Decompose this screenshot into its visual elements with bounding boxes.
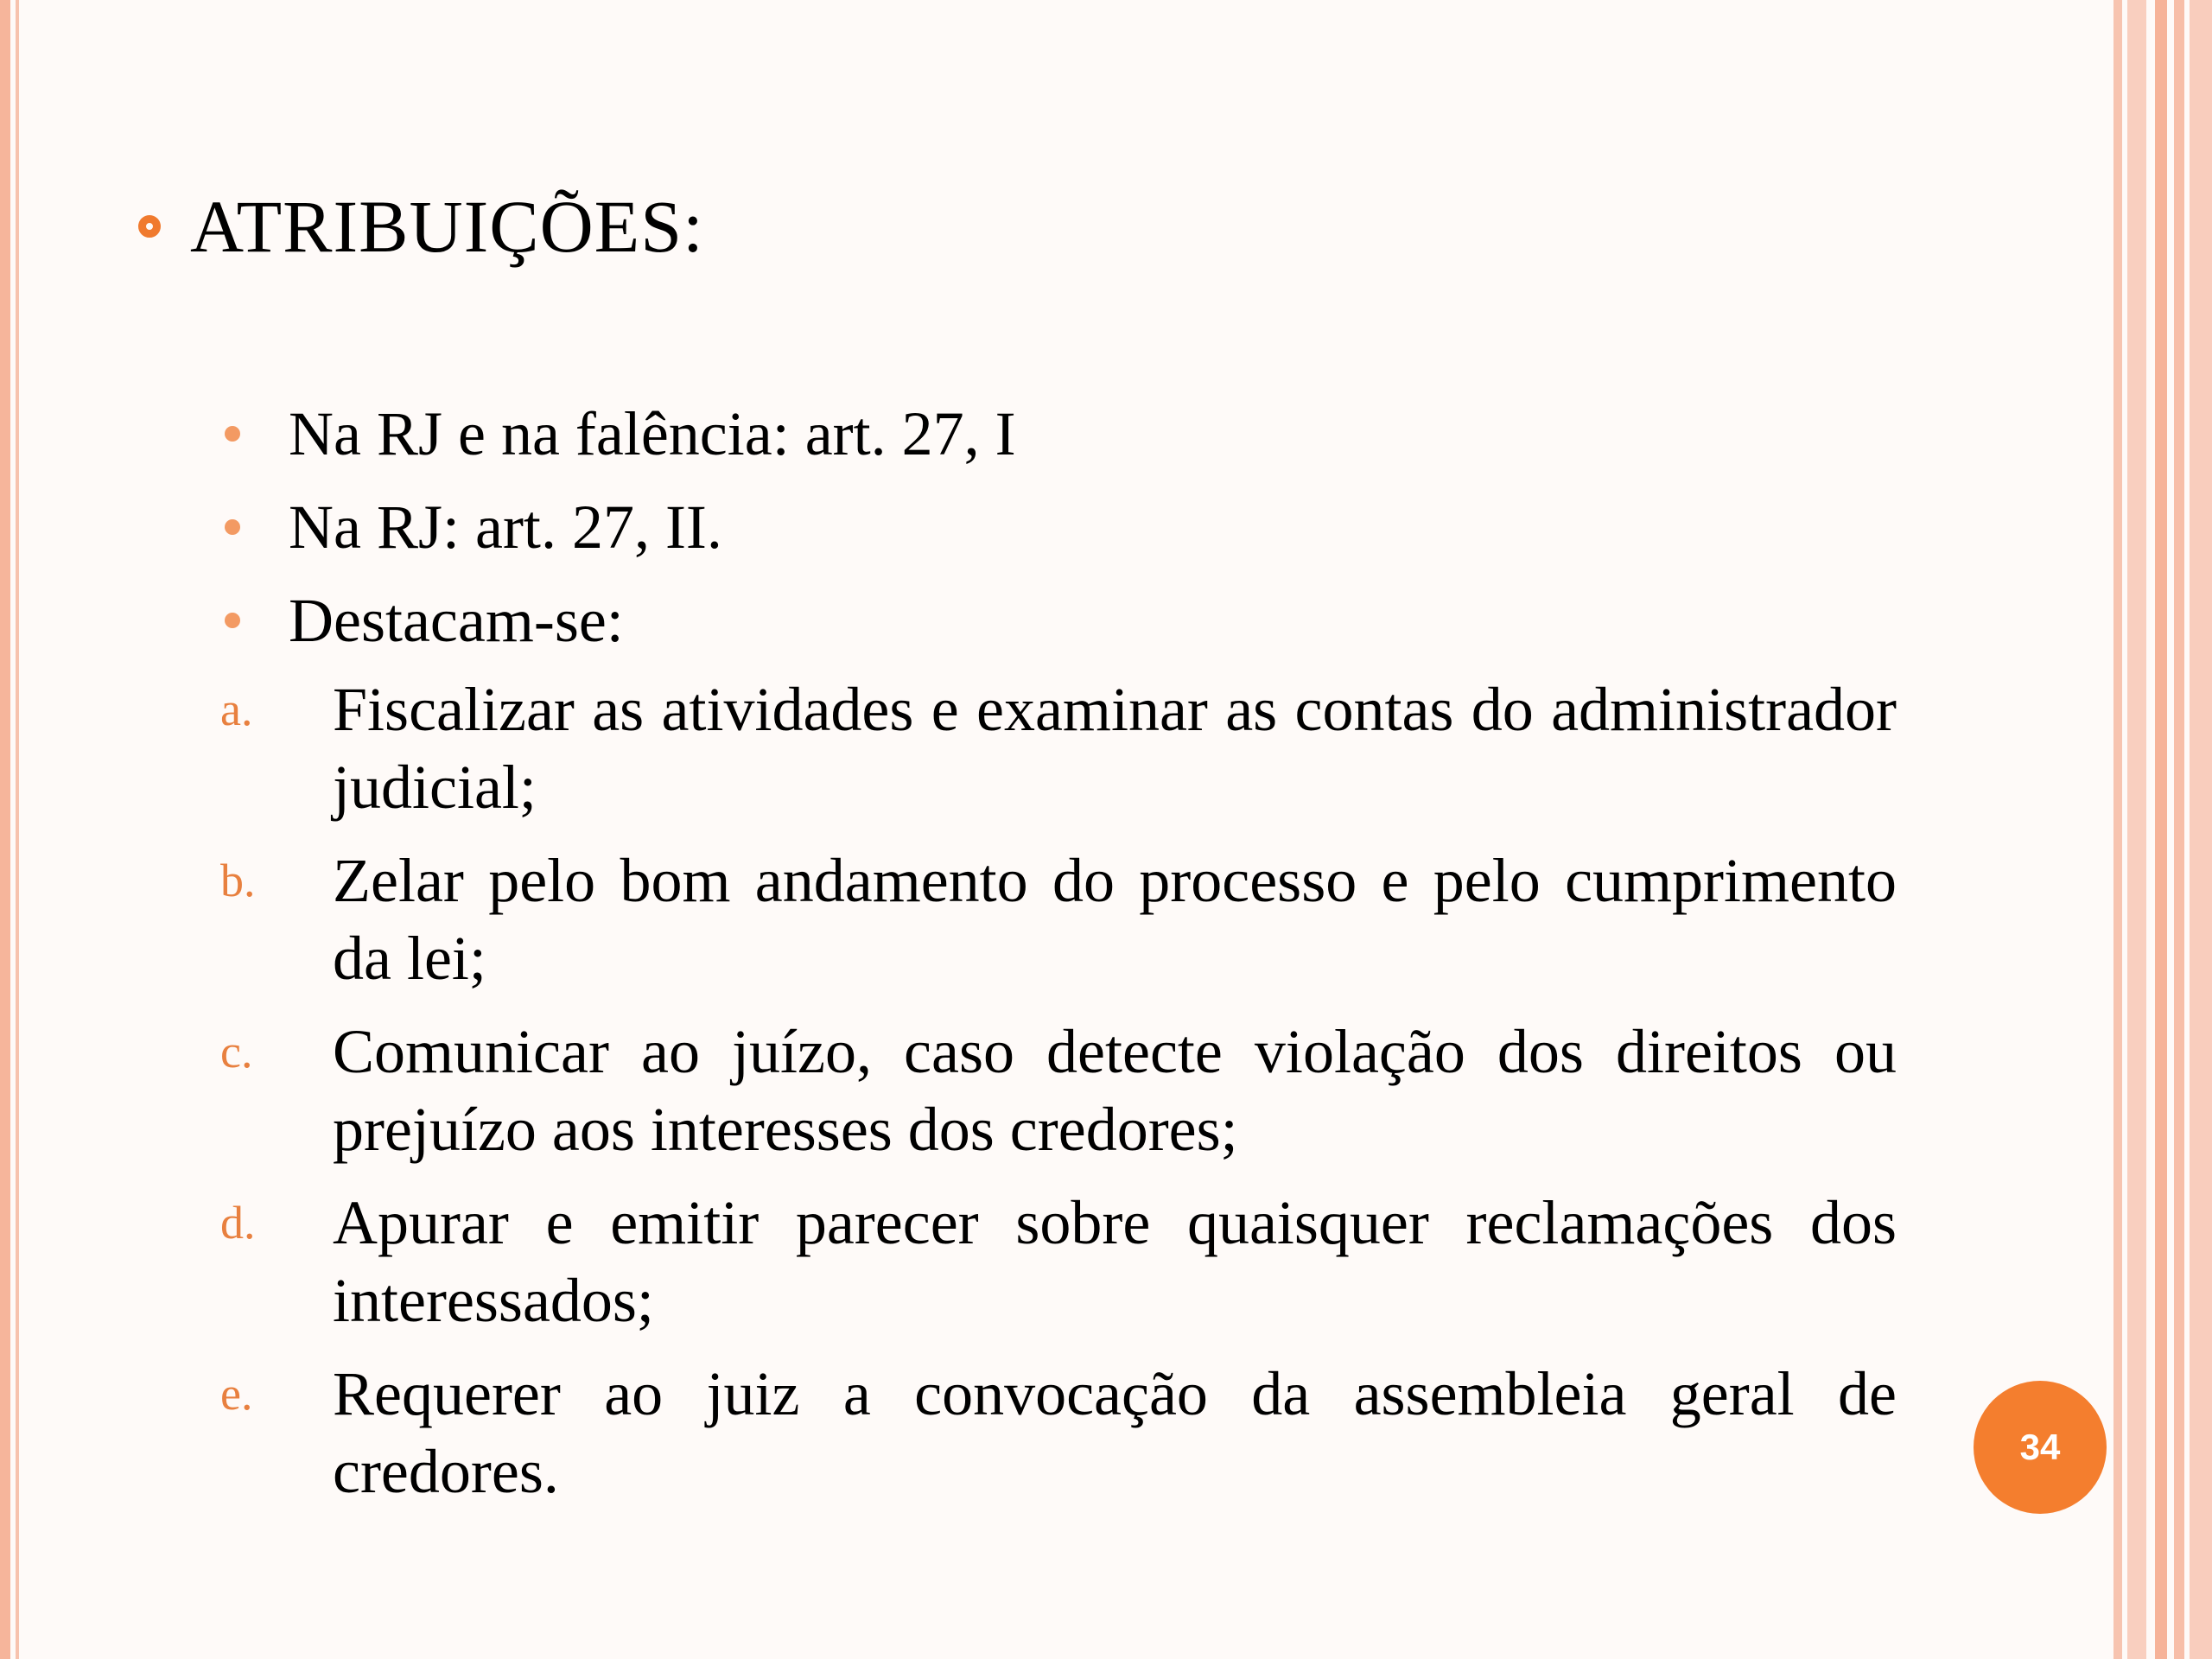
page-number: 34 xyxy=(2019,1427,2061,1467)
list-item xyxy=(225,480,1910,574)
list-item xyxy=(225,574,1910,667)
page-number-badge xyxy=(1974,1381,2107,1514)
list-item xyxy=(220,842,1897,997)
filled-dot-icon xyxy=(225,613,240,628)
left-border-stripe xyxy=(0,0,10,1659)
title-row xyxy=(138,183,704,270)
right-border-stripe xyxy=(2174,0,2184,1659)
item-letter: b. xyxy=(220,855,256,906)
list-item xyxy=(220,1184,1897,1339)
lettered-list xyxy=(220,671,1897,1526)
bullet-text: Destacam-se: xyxy=(289,586,624,655)
right-border-stripe xyxy=(2190,0,2212,1659)
bullet-text: Na RJ: art. 27, II. xyxy=(289,493,722,562)
slide-title: ATRIBUIÇÕES: xyxy=(190,185,704,268)
right-border-stripe xyxy=(2155,0,2167,1659)
item-text: Comunicar ao juízo, caso detecte violação dos direitos ou prejuízo aos interesses dos credores; xyxy=(333,1017,1897,1164)
item-letter: d. xyxy=(220,1197,256,1249)
item-text: Apurar e emitir parecer sobre quaisquer reclamações dos interessados; xyxy=(333,1188,1897,1335)
list-item xyxy=(220,671,1897,826)
hollow-circle-icon xyxy=(138,215,161,238)
item-letter: a. xyxy=(220,683,253,735)
bullet-text: Na RJ e na falência: art. 27, I xyxy=(289,399,1016,468)
list-item xyxy=(220,1355,1897,1510)
filled-dot-icon xyxy=(225,426,240,442)
item-text: Fiscalizar as atividades e examinar as contas do administrador judicial; xyxy=(333,675,1897,822)
left-border-stripe xyxy=(16,0,19,1659)
item-text: Zelar pelo bom andamento do processo e pelo cumprimento da lei; xyxy=(333,846,1897,993)
right-border-stripe xyxy=(2113,0,2122,1659)
filled-dot-icon xyxy=(225,519,240,535)
item-text: Requerer ao juiz a convocação da assembleia geral de credores. xyxy=(333,1359,1897,1506)
list-item xyxy=(220,1013,1897,1168)
item-letter: e. xyxy=(220,1368,253,1420)
bullet-list xyxy=(225,387,1910,667)
item-letter: c. xyxy=(220,1026,253,1077)
list-item xyxy=(225,387,1910,480)
right-border-stripe xyxy=(2127,0,2146,1659)
